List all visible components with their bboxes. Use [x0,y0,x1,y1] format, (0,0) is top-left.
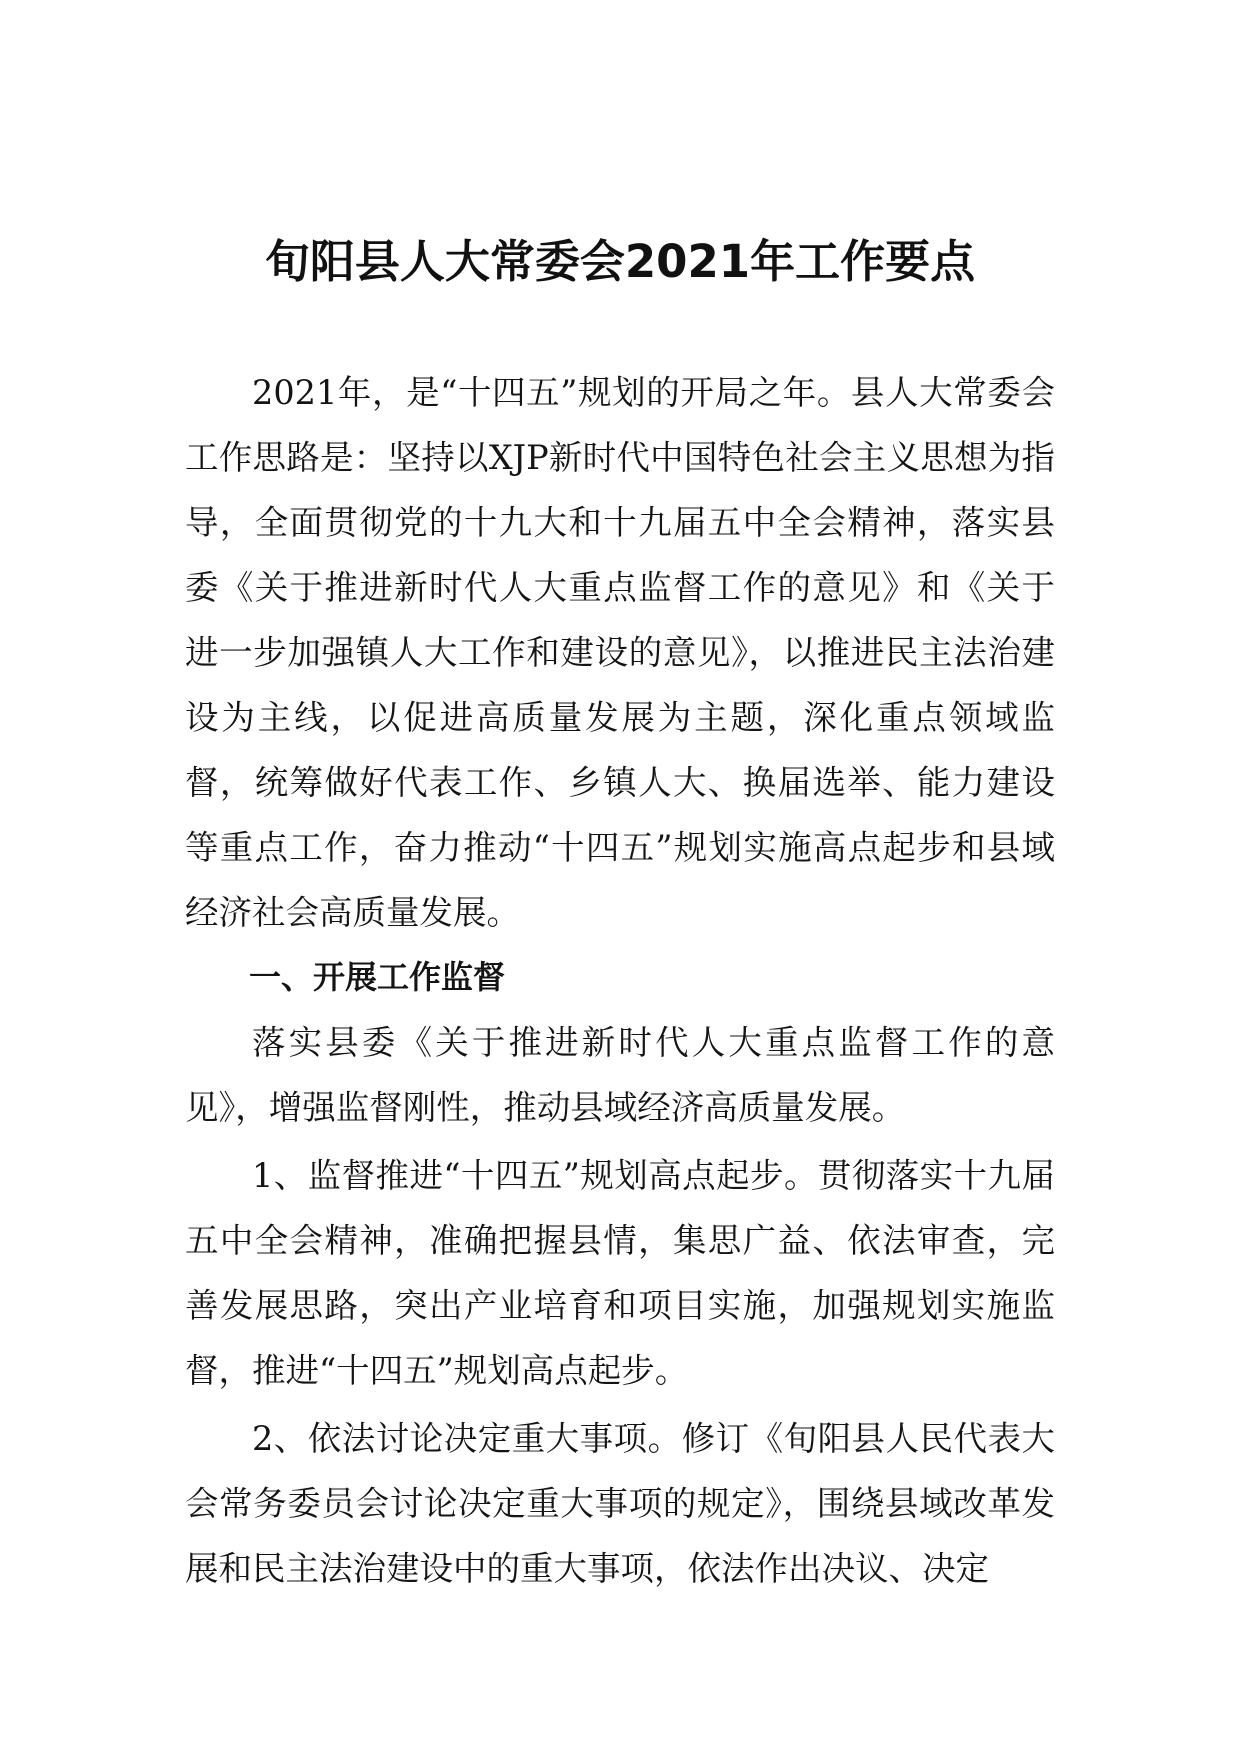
section-intro-paragraph: 落实县委《关于推进新时代人大重点监督工作的意见》，增强监督刚性，推动县域经济高质量发展。 [185,1023,1055,1127]
intro-paragraph: 2021年，是“十四五”规划的开局之年。县人大常委会工作思路是：坚持以XJP新时代中国特色社会主义思想为指导，全面贯彻党的十九大和十九届五中全会精神，落实县委《关于推进新时代人大重点监督工作的意见》和《关于进一步加强镇人大工作和建设的意见》，以推进民主法治建设为主线，以促进高质量发展为主题，深化重点领域监督，统筹做好代表工作、乡镇人大、换届选举、能力建设等重点工作，奋力推动“十四五”规划实施高点起步和县域经济社会高质量发展。 [185,373,1055,932]
section-heading: 一、开展工作监督 [249,958,506,996]
document-title: 旬阳县人大常委会2021年工作要点 [264,235,976,288]
document-body [185,360,1055,1601]
list-item-1: 1、监督推进“十四五”规划高点起步。贯彻落实十九届五中全会精神，准确把握县情，集思广益、依法审查，完善发展思路，突出产业培育和项目实施，加强规划实施监督，推进“十四五”规划高点起步。 [185,1156,1055,1390]
list-item-2: 2、依法讨论决定重大事项。修订《旬阳县人民代表大会常务委员会讨论决定重大事项的规定》，围绕县域改革发展和民主法治建设中的重大事项，依法作出决议、决定 [185,1419,1055,1588]
